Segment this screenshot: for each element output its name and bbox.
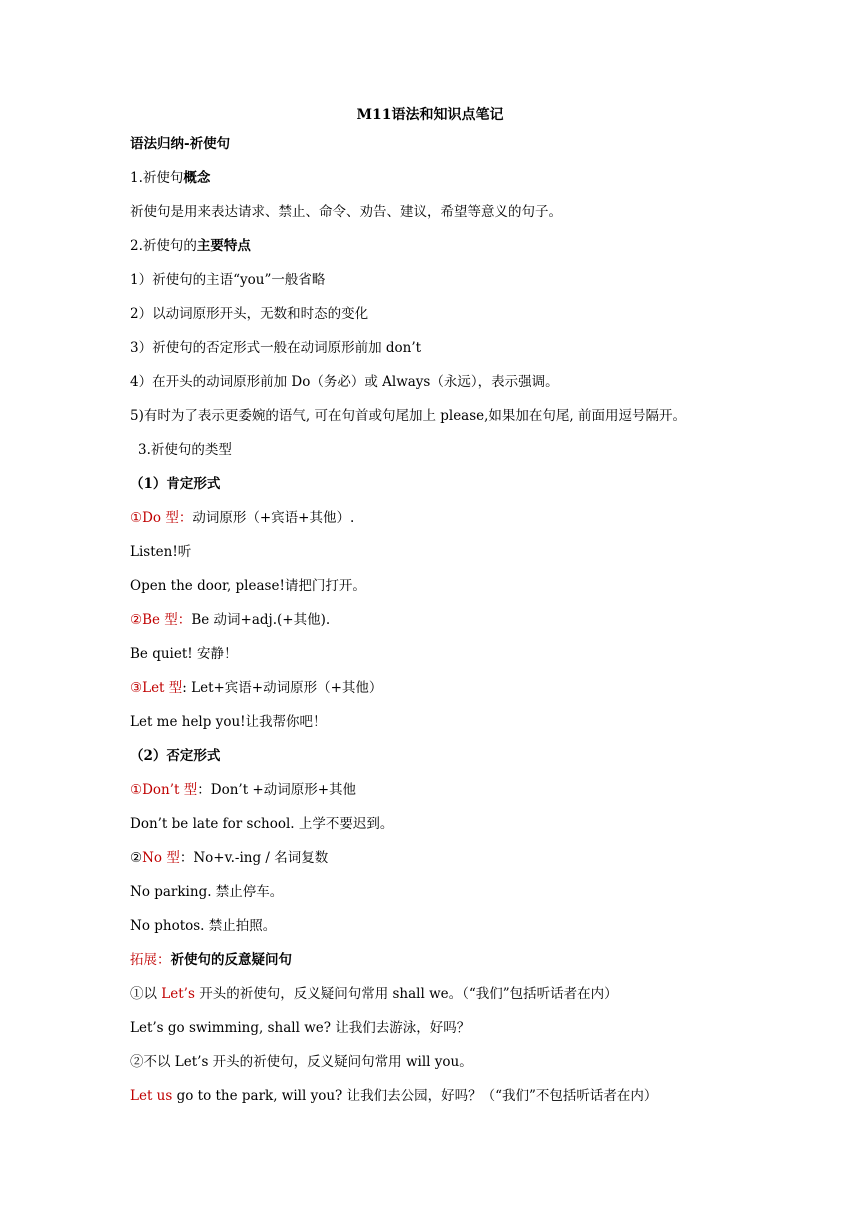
types-heading: 3.祈使句的类型 (138, 442, 232, 458)
do-type-text: 动词原形（+宾语+其他）. (192, 510, 355, 526)
extension-rule-1 (130, 984, 618, 1004)
example-sentence: No photos. 禁止拍照。 (130, 918, 277, 934)
concept-number: 1.祈使句 (130, 170, 184, 186)
concept-heading (130, 168, 210, 188)
rule-text: ①以 (130, 986, 162, 1002)
extension-title: 祈使句的反意疑问句 (170, 952, 292, 968)
features-number: 2.祈使句的 (130, 238, 197, 254)
concept-text: 祈使句是用来表达请求、禁止、命令、劝告、建议，希望等意义的句子。 (130, 204, 562, 220)
example-sentence: Listen!听 (130, 544, 192, 560)
dont-type-label: ①Don’t 型 (130, 782, 198, 798)
no-type-text: ：No+v.-ing / 名词复数 (179, 850, 329, 866)
dont-type-rule (130, 780, 356, 800)
lets-highlight: Let’s (161, 986, 195, 1002)
extension-heading (130, 950, 292, 970)
section-heading: 语法归纳-祈使句 (130, 136, 231, 152)
example-sentence: No parking. 禁止停车。 (130, 884, 284, 900)
no-type-label: No 型 (142, 850, 180, 866)
extension-label: 拓展： (130, 952, 171, 968)
feature-item: 1）祈使句的主语“you”一般省略 (130, 272, 326, 288)
feature-item: 5)有时为了表示更委婉的语气, 可在句首或句尾加上 please,如果加在句尾, 前面用逗号隔开。 (130, 408, 687, 424)
do-type-label: ①Do 型： (130, 510, 193, 526)
be-type-text: Be 动词+adj.(+其他). (191, 612, 331, 628)
let-type-rule (130, 678, 382, 698)
feature-item: 4）在开头的动词原形前加 Do（务必）或 Always（永远），表示强调。 (130, 374, 559, 390)
let-type-label: ③Let 型 (130, 680, 183, 696)
example-sentence: Open the door, please!请把门打开。 (130, 578, 366, 594)
affirmative-heading: （1）肯定形式 (130, 476, 221, 492)
extension-rule-2: ②不以 Let’s 开头的祈使句，反义疑问句常用 will you。 (130, 1054, 473, 1070)
feature-item: 2）以动词原形开头，无数和时态的变化 (130, 306, 369, 322)
features-heading (130, 236, 251, 256)
example-sentence: Don’t be late for school. 上学不要迟到。 (130, 816, 394, 832)
concept-label: 概念 (183, 170, 211, 186)
dont-type-text: ：Don’t +动词原形+其他 (197, 782, 357, 798)
example-text: go to the park, will you? 让我们去公园，好吗？（“我们”不包括听话者在内） (172, 1088, 658, 1104)
example-sentence: Let me help you!让我帮你吧！ (130, 714, 327, 730)
do-type-rule (130, 508, 354, 528)
let-type-text: : Let+宾语+动词原形（+其他） (182, 680, 383, 696)
extension-example-2 (130, 1086, 657, 1106)
example-sentence: Be quiet! 安静！ (130, 646, 238, 662)
rule-text: 开头的祈使句，反义疑问句常用 shall we。（“我们”包括听话者在内） (194, 986, 618, 1002)
no-type-rule (130, 848, 328, 868)
be-type-rule (130, 610, 330, 630)
feature-item: 3）祈使句的否定形式一般在动词原形前加 don’t (130, 340, 422, 356)
example-sentence: Let’s go swimming, shall we? 让我们去游泳，好吗？ (130, 1020, 471, 1036)
page-title: M11语法和知识点笔记 (356, 107, 504, 123)
features-label: 主要特点 (196, 238, 251, 254)
let-us-highlight: Let us (130, 1088, 173, 1104)
be-type-label: ②Be 型： (130, 612, 192, 628)
negative-heading: （2）否定形式 (130, 748, 221, 764)
no-type-prefix: ② (130, 850, 143, 866)
